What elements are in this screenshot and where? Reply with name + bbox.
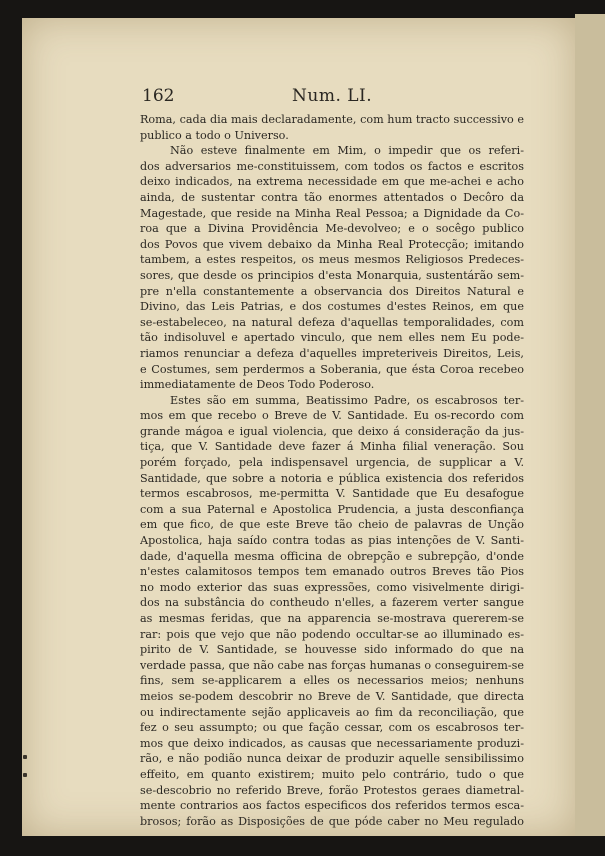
text-line: dos na substância do contheudo n'elles, a fazerem verter sangue (140, 596, 524, 610)
text-line: Magestade, que reside na Minha Real Pessoa; a Dignidade da Co- (140, 206, 524, 220)
text-line: tiça, que V. Santidade deve fazer á Minha filial veneração. Sou (140, 440, 524, 454)
text-line: n'estes calamitosos tempos tem emanado outros Breves tão Pios (140, 565, 524, 579)
text-line: meios se-podem descobrir no Breve de V. Santidade, que directa (140, 689, 524, 703)
text-line: rão, e não podião nunca deixar de produzir aquelle sensibilissimo (140, 752, 524, 766)
text-line: ainda, de sustentar contra tão enormes attentados o Decôro da (140, 190, 524, 204)
text-line: pirito de V. Santidade, se houvesse sido informado do que na (140, 643, 524, 657)
text-line: e Costumes, sem perdermos a Soberania, que ésta Coroa recebeo (140, 362, 524, 376)
text-line: tão indisoluvel e apertado vinculo, que nem elles nem Eu pode- (140, 331, 524, 345)
text-line: fins, sem se-applicarem a elles os necessarios meios; nenhuns (140, 674, 524, 688)
text-line: pre n'ella constantemente a observancia dos Direitos Natural e (140, 284, 524, 298)
text-line: sores, que desde os principios d'esta Monarquia, sustentárão sem- (140, 268, 524, 282)
text-line: Estes são em summa, Beatissimo Padre, os escabrosos ter- (170, 393, 524, 407)
body-text (140, 112, 524, 829)
facing-page-edge (575, 14, 605, 836)
page-number: 162 (142, 86, 175, 106)
text-line: dos Povos que vivem debaixo da Minha Real Protecção; imitando (140, 237, 524, 251)
running-title: Num. LI. (292, 86, 373, 106)
text-line: verdade passa, que não cabe nas forças humanas o conseguirem-se (140, 658, 524, 672)
text-line: porém forçado, pela indispensavel urgencia, de supplicar a V. (140, 456, 524, 470)
text-line: se-descobrio no referido Breve, forão Protestos geraes diametral- (140, 783, 524, 797)
text-line: dade, d'aquella mesma officina de obrepção e subrepção, d'onde (140, 549, 524, 563)
text-line: fez o seu assumpto; ou que fação cessar, com os escabrosos ter- (140, 721, 524, 735)
text-line: no modo exterior das suas expressões, como visivelmente dirigi- (140, 580, 524, 594)
text-line: Santidade, que sobre a notoria e pública existencia dos referidos (140, 471, 524, 485)
text-line: rar: pois que vejo que não podendo occultar-se ao illuminado es- (140, 627, 524, 641)
text-line: mos que deixo indicados, as causas que necessariamente produzi- (140, 736, 524, 750)
text-line: roa que a Divina Providência Me-devolveo; e o socêgo publico (140, 222, 524, 236)
text-line: tambem, a estes respeitos, os meus mesmos Religiosos Predeces- (140, 253, 524, 267)
text-line: riamos renunciar a defeza d'aquelles impreteriveis Direitos, Leis, (140, 346, 524, 360)
text-line: se-estabeleceo, na natural defeza d'aquellas temporalidades, com (140, 315, 524, 329)
text-line: dos adversarios me-constituissem, com todos os factos e escritos (140, 159, 524, 173)
text-line: com a sua Paternal e Apostolica Prudencia, a justa desconfiança (140, 502, 524, 516)
margin-mark (23, 755, 27, 759)
margin-mark (23, 773, 27, 777)
text-line: Divino, das Leis Patrias, e dos costumes d'estes Reinos, em que (140, 300, 524, 314)
text-line: grande mágoa e igual violencia, que deixo á consideração da jus- (140, 424, 524, 438)
text-line: mos em que recebo o Breve de V. Santidade. Eu os-recordo com (140, 409, 524, 423)
text-line: deixo indicados, na extrema necessidade em que me-achei e acho (140, 175, 524, 189)
text-line: immediatamente de Deos Todo Poderoso. (140, 378, 375, 392)
text-line: publico a todo o Universo. (140, 128, 289, 142)
text-line: Apostolica, haja saído contra todas as pias intenções de V. Santi- (140, 534, 524, 548)
text-line: as mesmas feridas, que na apparencia se-mostrava quererem-se (140, 612, 524, 625)
text-line: effeito, em quanto existirem; muito pelo contrário, tudo o que (140, 767, 524, 781)
text-line: Roma, cada dia mais declaradamente, com hum tracto successivo e (140, 113, 524, 126)
text-line: mente contrarios aos factos especificos dos referidos termos esca- (140, 799, 524, 813)
text-line: Não esteve finalmente em Mim, o impedir que os referi- (170, 144, 524, 158)
text-line: ou indirectamente sejão applicaveis ao fim da reconciliação, que (140, 705, 524, 719)
text-line: termos escabrosos, me-permitta V. Santidade que Eu desafogue (140, 487, 524, 501)
text-line: em que fico, de que este Breve tão cheio de palavras de Unção (140, 518, 524, 532)
text-line: brosos; forão as Disposições de que póde caber no Meu regulado (140, 814, 524, 828)
